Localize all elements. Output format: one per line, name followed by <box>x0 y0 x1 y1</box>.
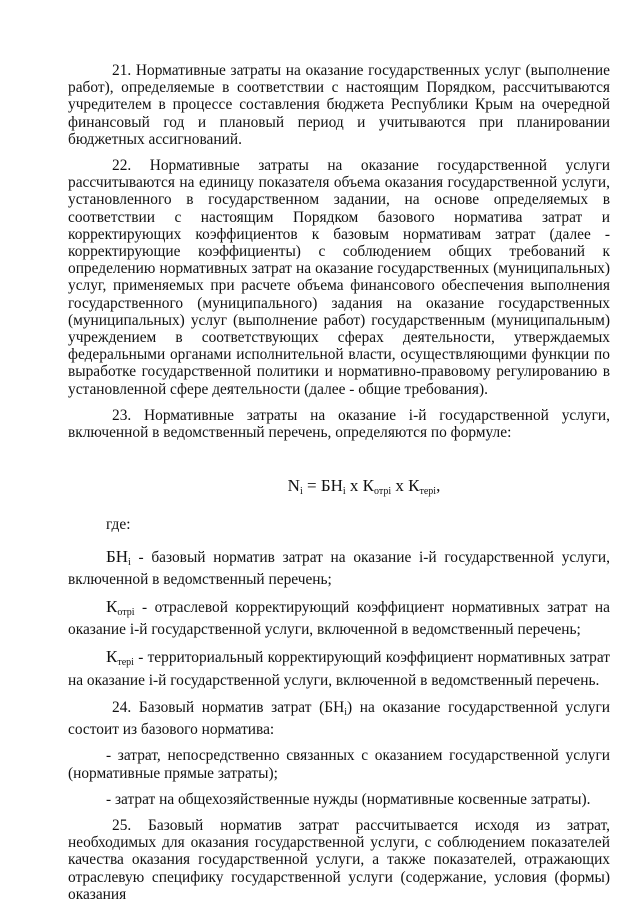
document-page <box>68 62 610 903</box>
formula-x1: х К <box>345 476 374 496</box>
formula-bn-sub: i <box>342 486 346 498</box>
where-label: где: <box>106 516 131 534</box>
paragraph-24-pre: 24. Базовый норматив затрат (БН <box>112 698 345 716</box>
definition-text: - отраслевой корректирующий коэффициент нормативных затрат на оказание i-й государственной услуги, включенной в ведомственный перечень; <box>68 599 610 639</box>
formula-k2-sub: терi <box>419 486 437 498</box>
formula <box>68 477 610 500</box>
definition-symbol: К <box>106 647 118 667</box>
definition-symbol: БН <box>106 546 129 566</box>
list-item-indirect-costs: - затрат на общехозяйственные нужды (нормативные косвенные затраты). <box>106 790 591 808</box>
paragraph-21: 21. Нормативные затраты на оказание государственных услуг (выполнение работ), определяемые в соответствии с настоящим Порядком, рассчитываются учредителем в процессе составления бюджета Республики Крым на очередной финансовый год и плановый период и учитываются при планировании бюджетных ассигнований. <box>68 62 610 148</box>
paragraph-25: 25. Базовый норматив затрат рассчитывается исходя из затрат, необходимых для оказания государственной услуги, с соблюдением показателей качества оказания государственной услуги, а также показателей, отражающих отраслевую специфику государственной услуги (содержание, условия (формы) оказания <box>68 816 610 903</box>
formula-k1-sub: отрi <box>374 486 392 498</box>
paragraph-24 <box>68 699 610 738</box>
list-item-direct-costs: - затрат, непосредственно связанных с оказанием государственной услуги (нормативные прямые затраты); <box>68 747 610 782</box>
definition-text: - базовый норматив затрат на оказание i-й государственной услуги, включенной в ведомственный перечень; <box>68 548 610 588</box>
paragraph-24-sub: i <box>344 706 347 718</box>
formula-tail: , <box>436 476 441 496</box>
definition-text: - территориальный корректирующий коэффициент нормативных затрат на оказание i-й государственной услуги, включенной в ведомственный перечень. <box>68 649 610 689</box>
formula-x2: х К <box>391 476 420 496</box>
formula-eq: = БН <box>302 476 343 496</box>
definition-symbol-sub: отрi <box>117 607 135 619</box>
definition-k-otr <box>68 598 610 638</box>
formula-n-sub: i <box>299 486 303 498</box>
definition-symbol-sub: терi <box>117 657 134 669</box>
paragraph-23: 23. Нормативные затраты на оказание i-й государственной услуги, включенной в ведомственный перечень, определяются по формуле: <box>68 406 610 442</box>
definition-bn <box>68 548 610 588</box>
paragraph-24-post: ) на оказание государственной услуги состоит из базового норматива: <box>68 698 610 739</box>
definition-symbol-sub: i <box>128 556 131 568</box>
formula-n: N <box>287 476 300 496</box>
definition-k-ter <box>68 648 610 688</box>
paragraph-22: 22. Нормативные затраты на оказание государственной услуги рассчитываются на единицу показателя объема оказания государственной услуги, установленного в государственном задании, на основе определяемых в соответствии с настоящим Порядком базового норматива затрат и корректирующих коэффициентов к базовым нормативам затрат (далее - корректирующие коэффициенты) с соблюдением общих требований к определению нормативных затрат на оказание государственных (муниципальных) услуг, применяемых при расчете объема финансового обеспечения выполнения государственного (муниципального) задания на оказание государственных (муниципальных) услуг (выполнение работ) государственным (муниципальным) учреждением в соответствующих сферах деятельности, утверждаемых федеральными органами исполнительной власти, осуществляющими функции по выработке государственной политики и нормативно-правовому регулированию в установленной сфере деятельности (далее - общие требования). <box>68 157 610 398</box>
definition-symbol: К <box>106 597 118 617</box>
